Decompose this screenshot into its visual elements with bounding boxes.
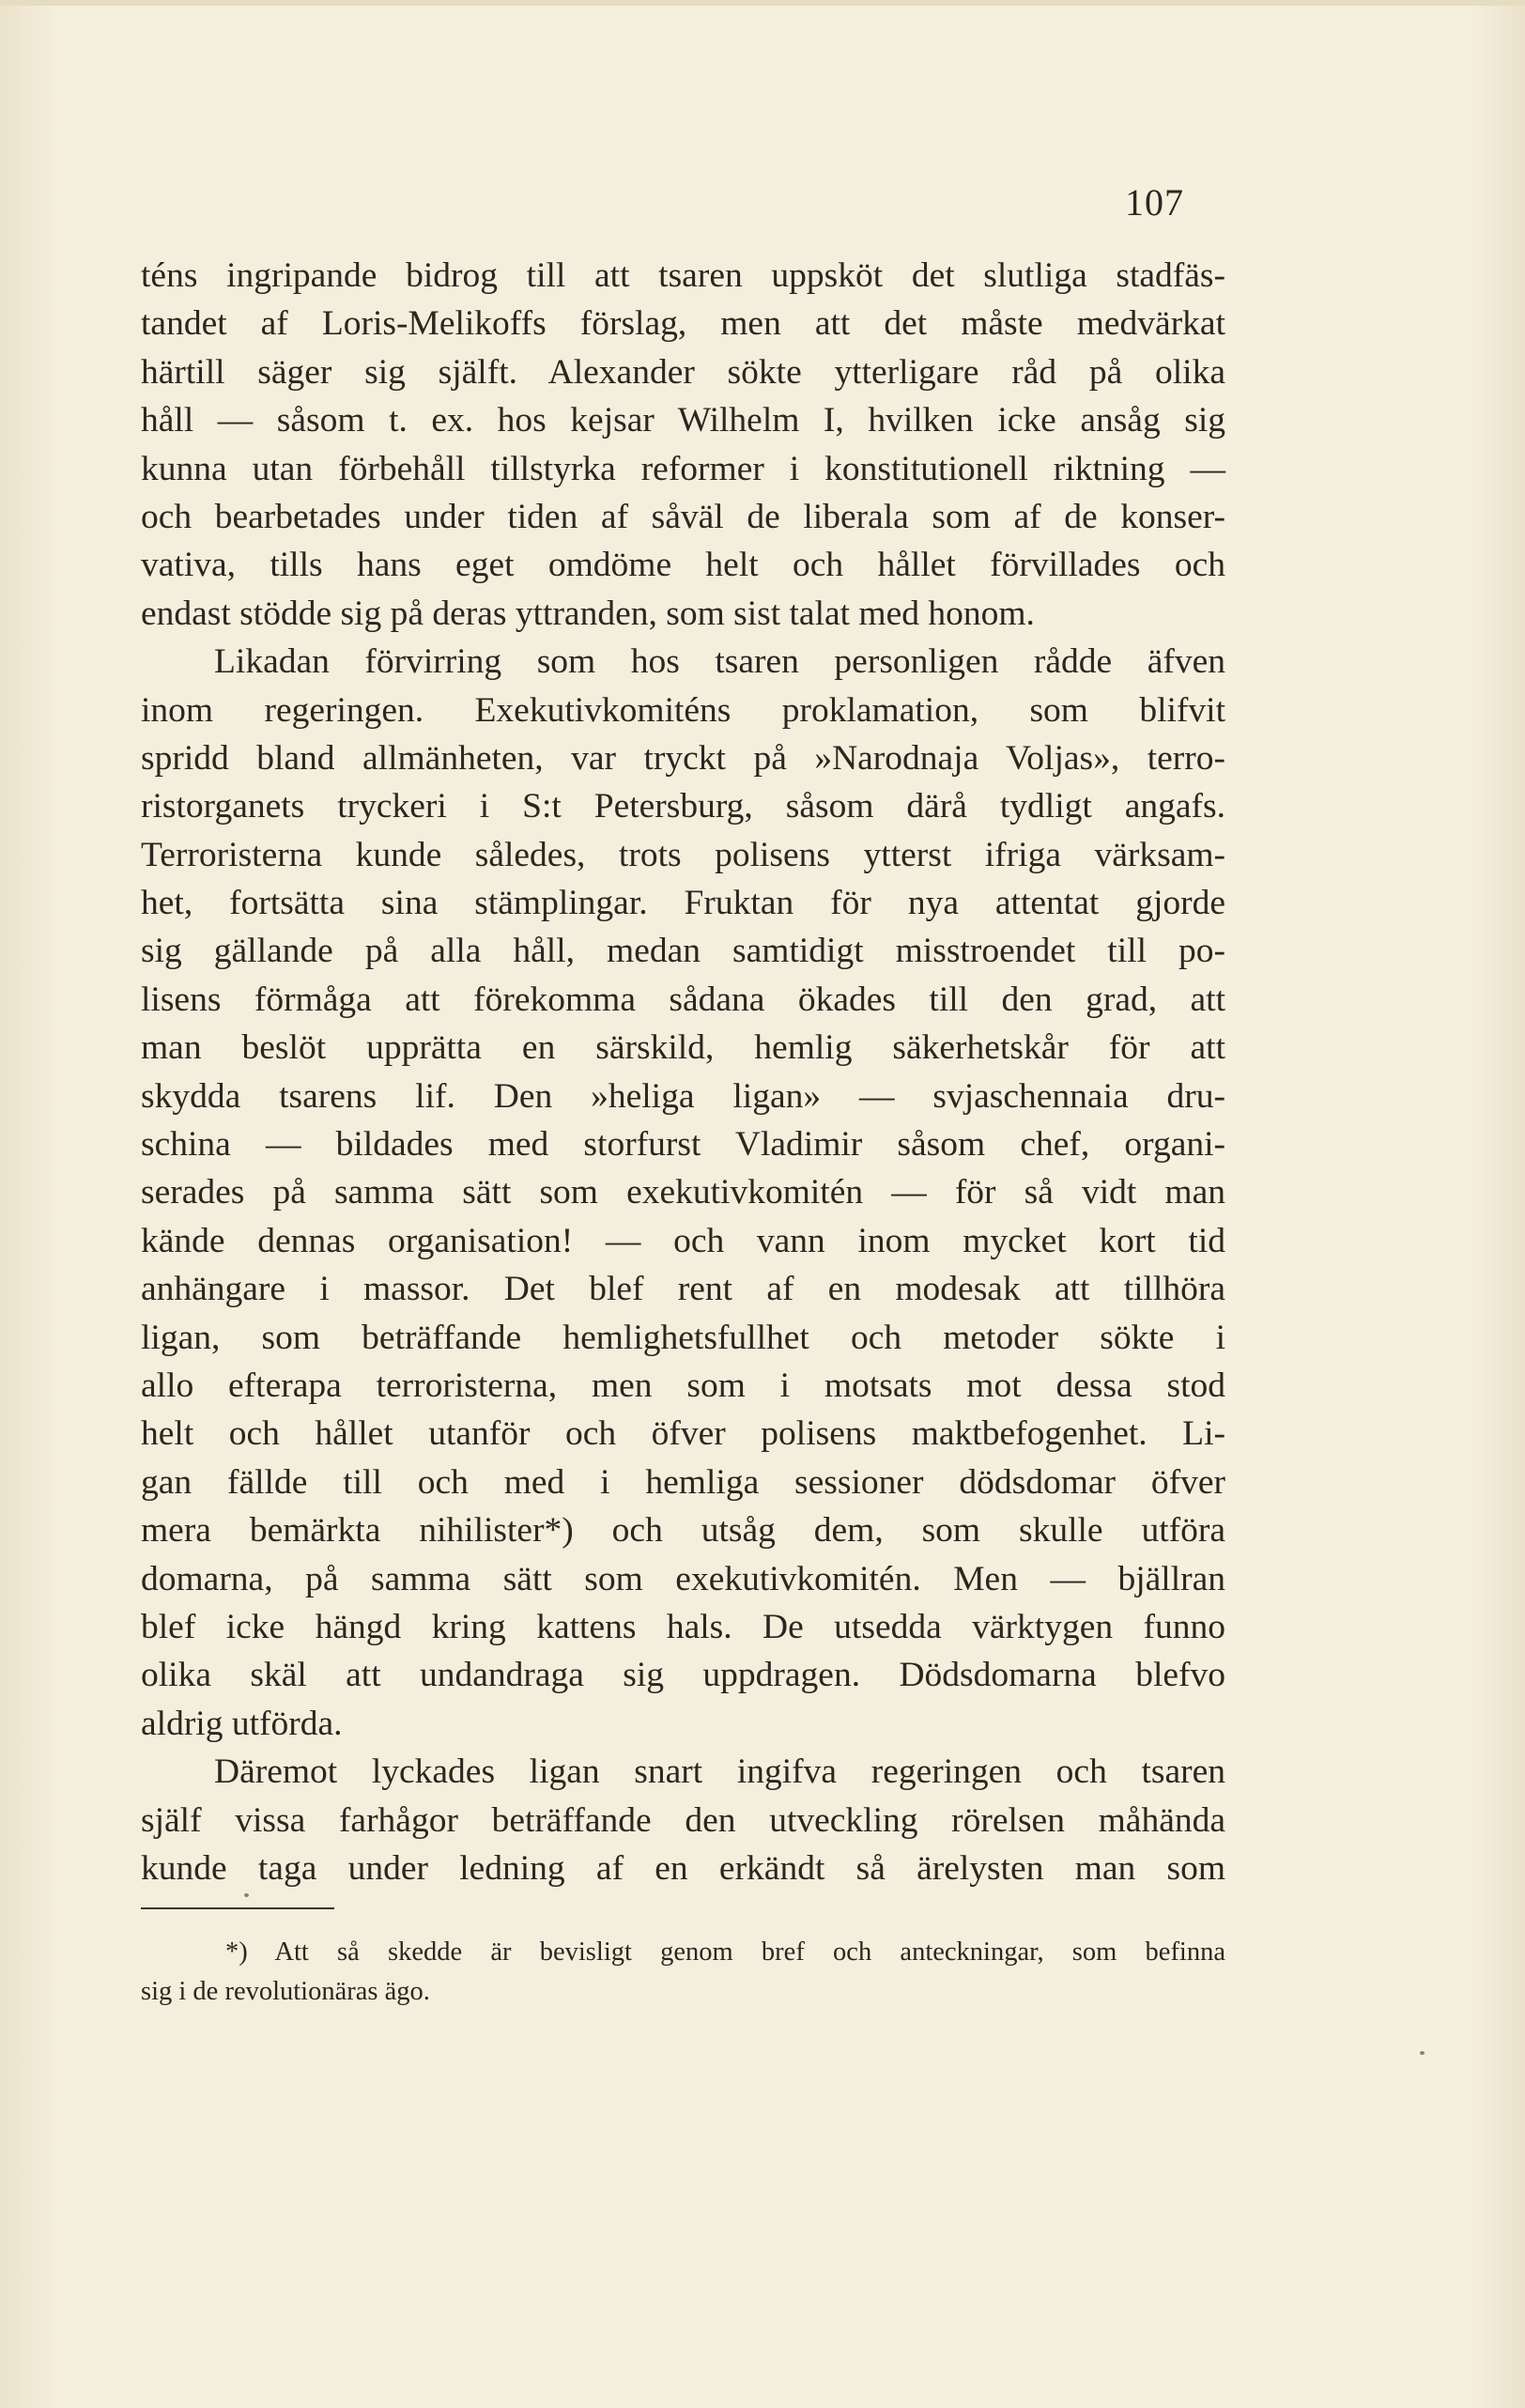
text-line-6: och bearbetades under tiden af såväl de liberala som af de konser- <box>141 497 1225 536</box>
text-line-22: anhängare i massor. Det blef rent af en modesak att tillhöra <box>141 1270 1225 1309</box>
paper-speck <box>244 1893 249 1897</box>
text-line-15: sig gällande på alla håll, medan samtidigt misstroendet till po- <box>141 932 1225 971</box>
text-line-31: aldrig utförda. <box>141 1704 343 1743</box>
text-line-11: spridd bland allmänheten, var tryckt på »Narodnaja Voljas», terro- <box>141 738 1225 778</box>
text-line-14: het, fortsätta sina stämplingar. Fruktan för nya attentat gjorde <box>141 884 1225 923</box>
text-line-33: själf vissa farhågor beträffande den utveckling rörelsen måhända <box>141 1800 1225 1840</box>
text-line-5: kunna utan förbehåll tillstyrka reformer i konstitutionell riktning — <box>141 449 1225 488</box>
page-number: 107 <box>1125 181 1184 224</box>
text-line-32: Däremot lyckades ligan snart ingifva regeringen och tsaren <box>214 1752 1225 1792</box>
body-text <box>141 252 1225 1892</box>
footnote-line-2: sig i de revolutionäras ägo. <box>141 1977 430 2006</box>
footnote <box>141 1933 1225 2012</box>
text-line-26: gan fällde till och med i hemliga sessioner dödsdomar öfver <box>141 1462 1225 1502</box>
text-line-1: téns ingripande bidrog till att tsaren uppsköt det slutliga stadfäs- <box>141 256 1225 295</box>
text-line-29: blef icke hängd kring kattens hals. De utsedda värktygen funno <box>141 1607 1225 1646</box>
text-line-23: ligan, som beträffande hemlighetsfullhet och metoder sökte i <box>141 1318 1225 1357</box>
text-line-28: domarna, på samma sätt som exekutivkomitén. Men — bjällran <box>141 1559 1225 1598</box>
text-line-7: vativa, tills hans eget omdöme helt och hållet förvillades och <box>141 546 1225 585</box>
text-line-17: man beslöt upprätta en särskild, hemlig säkerhetskår för att <box>141 1028 1225 1068</box>
text-line-21: kände dennas organisation! — och vann inom mycket kort tid <box>141 1221 1225 1260</box>
text-line-13: Terroristerna kunde således, trots polisens ytterst ifriga värksam- <box>141 835 1225 874</box>
footnote-rule <box>141 1907 334 1909</box>
text-line-8: endast stödde sig på deras yttranden, som sist talat med honom. <box>141 594 1035 633</box>
text-line-20: serades på samma sätt som exekutivkomitén — för så vidt man <box>141 1173 1225 1212</box>
text-line-19: schina — bildades med storfurst Vladimir såsom chef, organi- <box>141 1125 1225 1165</box>
text-line-34: kunde taga under ledning af en erkändt så ärelysten man som <box>141 1848 1225 1888</box>
text-line-9: Likadan förvirring som hos tsaren personligen rådde äfven <box>214 642 1225 682</box>
text-line-18: skydda tsarens lif. Den »heliga ligan» — svjaschennaia dru- <box>141 1076 1225 1116</box>
text-line-12: ristorganets tryckeri i S:t Petersburg, såsom därå tydligt angafs. <box>141 787 1225 826</box>
footnote-line-1: *) Att så skedde är bevisligt genom bref och anteckningar, som befinna <box>225 1937 1225 1967</box>
text-line-3: härtill säger sig själft. Alexander sökte ytterligare råd på olika <box>141 352 1225 392</box>
text-line-24: allo efterapa terroristerna, men som i motsats mot dessa stod <box>141 1366 1225 1405</box>
text-line-2: tandet af Loris-Melikoffs förslag, men att det måste medvärkat <box>141 304 1225 344</box>
paper-speck <box>1420 2051 1425 2055</box>
text-line-27: mera bemärkta nihilister*) och utsåg dem, som skulle utföra <box>141 1511 1225 1551</box>
text-line-25: helt och hållet utanför och öfver polisens maktbefogenhet. Li- <box>141 1414 1225 1454</box>
text-line-16: lisens förmåga att förekomma sådana ökades till den grad, att <box>141 980 1225 1019</box>
page-top-edge <box>0 0 1525 6</box>
text-line-4: håll — såsom t. ex. hos kejsar Wilhelm I, hvilken icke ansåg sig <box>141 401 1225 440</box>
text-line-30: olika skäl att undandraga sig uppdragen. Dödsdomarna blefvo <box>141 1656 1225 1695</box>
text-line-10: inom regeringen. Exekutivkomiténs proklamation, som blifvit <box>141 690 1225 730</box>
